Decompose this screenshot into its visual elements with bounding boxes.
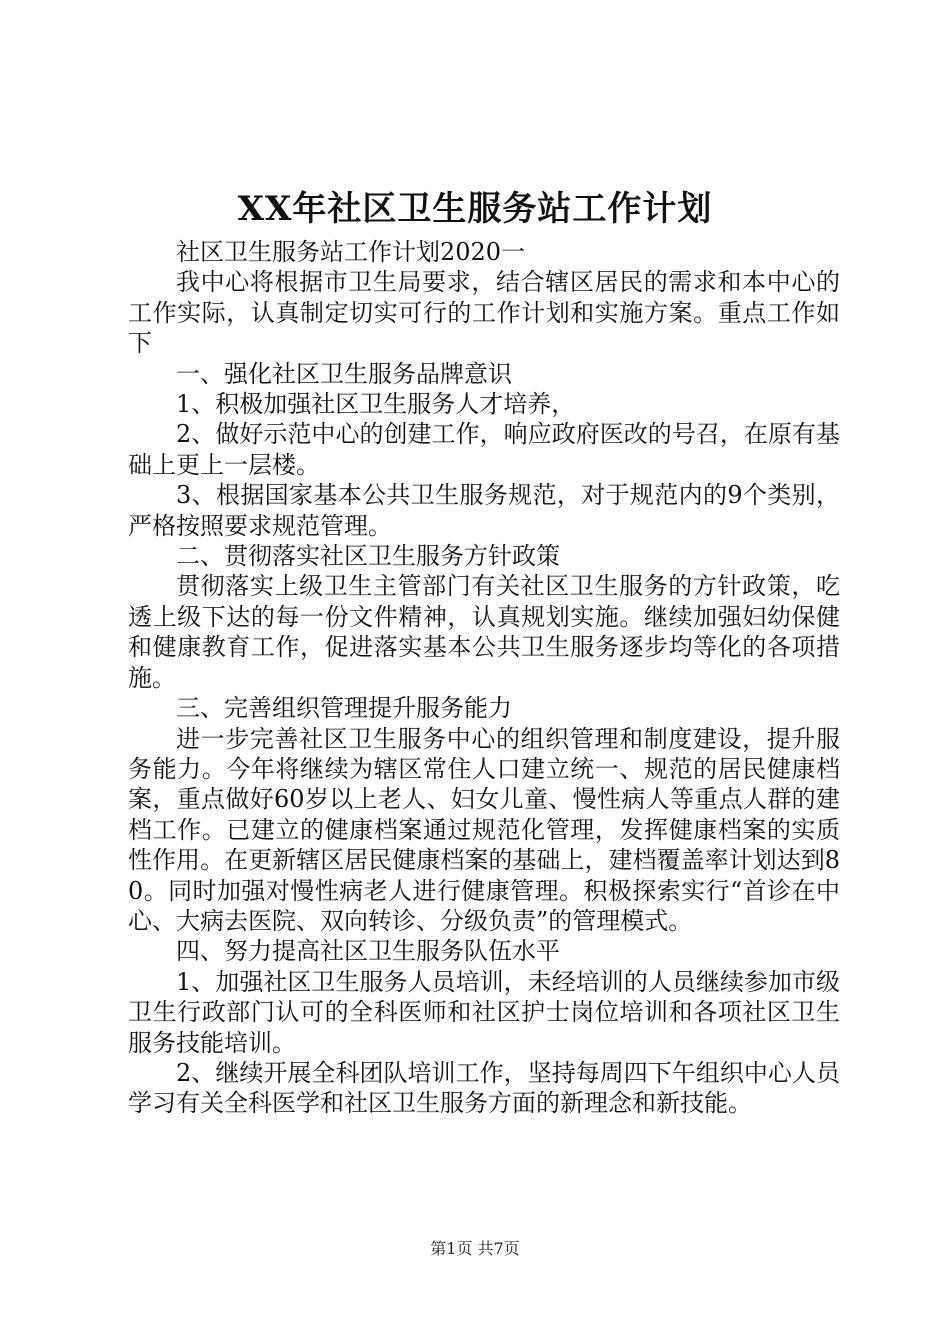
list-item-1-1: 1、积极加强社区卫生服务人才培养，	[176, 390, 576, 419]
section-heading-3: 三、完善组织管理提升服务能力	[176, 694, 512, 723]
section-heading-2: 二、贯彻落实社区卫生服务方针政策	[176, 542, 560, 571]
document-title: XX年社区卫生服务站工作计划	[237, 189, 713, 229]
list-item-1-2: 2、做好示范中心的创建工作，响应政府医改的号召，在原有基础上更上一层楼。	[128, 420, 840, 479]
page-footer: 第1页 共7页	[430, 1239, 520, 1258]
paragraph-intro: 我中心将根据市卫生局要求，结合辖区居民的需求和本中心的工作实际，认真制定切实可行的工作计划和实施方案。重点工作如下	[128, 268, 840, 358]
section-heading-1: 一、强化社区卫生服务品牌意识	[176, 359, 512, 388]
list-item-4-2: 2、继续开展全科团队培训工作，坚持每周四下午组织中心人员学习有关全科医学和社区卫生服务方面的新理念和新技能。	[128, 1058, 840, 1118]
section-heading-4: 四、努力提高社区卫生服务队伍水平	[176, 937, 560, 966]
document-body	[128, 237, 840, 1119]
list-item-4-1: 1、加强社区卫生服务人员培训，未经培训的人员继续参加市级卫生行政部门认可的全科医师和社区护士岗位培训和各项社区卫生服务技能培训。	[128, 967, 840, 1057]
paragraph-subtitle: 社区卫生服务站工作计划2020一	[176, 238, 526, 266]
paragraph-section-3: 进一步完善社区卫生服务中心的组织管理和制度建设，提升服务能力。今年将继续为辖区常住人口建立统一、规范的居民健康档案，重点做好60岁以上老人、妇女儿童、慢性病人等重点人群的建档工作。已建立的健康档案通过规范化管理，发挥健康档案的实质性作用。在更新辖区居民健康档案的基础上，建档覆盖率计划达到80。同时加强对慢性病老人进行健康管理。积极探索实行“首诊在中心、大病去医院、双向转诊、分级负责”的管理模式。	[128, 724, 840, 935]
list-item-1-3: 3、根据国家基本公共卫生服务规范，对于规范内的9个类别，严格按照要求规范管理。	[128, 481, 840, 540]
paragraph-section-2: 贯彻落实上级卫生主管部门有关社区卫生服务的方针政策，吃透上级下达的每一份文件精神，认真规划实施。继续加强妇幼保健和健康教育工作，促进落实基本公共卫生服务逐步均等化的各项措施。	[128, 572, 840, 692]
